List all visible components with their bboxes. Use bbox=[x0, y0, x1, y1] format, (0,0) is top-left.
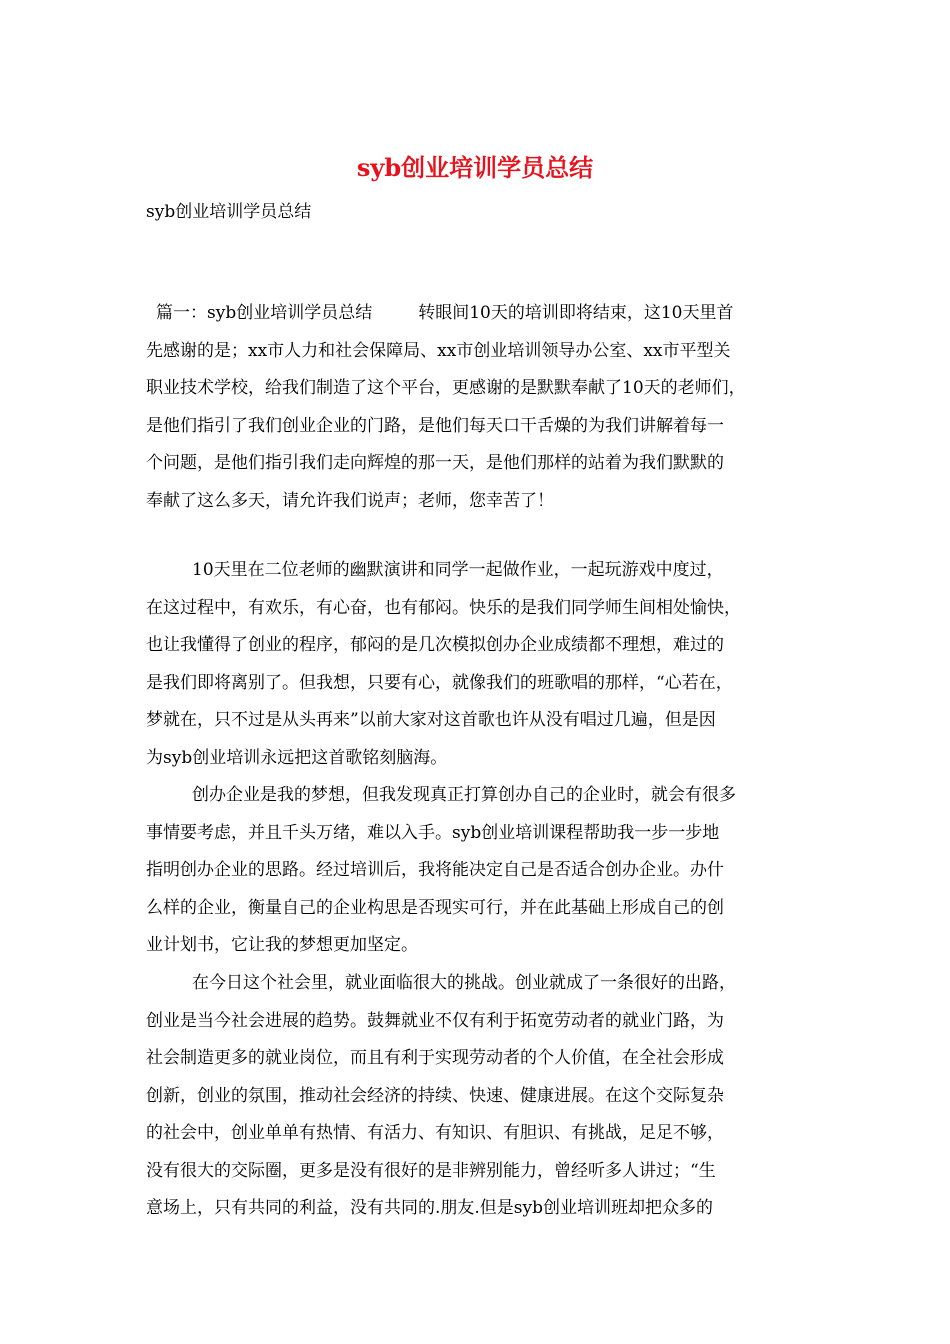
paragraph-line: 指明创办企业的思路。经过培训后，我将能决定自己是否适合创办企业。办什 bbox=[146, 860, 724, 880]
section-heading: 篇一：syb创业培训学员总结 bbox=[156, 303, 373, 323]
paragraph-line: 也让我懂得了创业的程序，郁闷的是几次模拟创办企业成绩都不理想，难过的 bbox=[146, 635, 724, 655]
paragraph-2 bbox=[146, 552, 814, 777]
paragraph-line: 在这过程中，有欢乐，有心奋，也有郁闷。快乐的是我们同学师生间相处愉快， bbox=[146, 597, 741, 618]
paragraph-line bbox=[146, 295, 814, 333]
paragraph-line: 业计划书，它让我的梦想更加坚定。 bbox=[146, 935, 418, 955]
paragraph-line: 没有很大的交际圈，更多是没有很好的是非辨别能力，曾经听多人讲过；“生 bbox=[146, 1160, 716, 1181]
paragraph-line: 是我们即将离别了。但我想，只要有心，就像我们的班歌唱的那样，“心若在， bbox=[146, 672, 733, 693]
paragraph-line: 事情要考虑，并且千头万绪，难以入手。syb创业培训课程帮助我一步一步地 bbox=[146, 822, 720, 843]
paragraph-4 bbox=[146, 965, 814, 1228]
paragraph-line: 的社会中，创业单单有热情、有活力、有知识、有胆识、有挑战，足足不够， bbox=[146, 1123, 724, 1143]
paragraph-line: 为syb创业培训永远把这首歌铭刻脑海。 bbox=[146, 747, 448, 768]
paragraph-line: 创办企业是我的梦想，但我发现真正打算创办自己的企业时，就会有很多 bbox=[192, 785, 736, 805]
paragraph-line: 奉献了这么多天，请允许我们说声；老师，您幸苦了！ bbox=[146, 490, 554, 511]
paragraph-text: 转眼间10天的培训即将结束，这10天里首 bbox=[418, 303, 734, 323]
paragraph-line: 么样的企业，衡量自己的企业构思是否现实可行，并在此基础上形成自己的创 bbox=[146, 897, 724, 918]
paragraph-line: 职业技术学校，给我们制造了这个平台，更感谢的是默默奉献了10天的老师们， bbox=[146, 378, 746, 398]
paragraph-line: 社会制造更多的就业岗位，而且有利于实现劳动者的个人价值，在全社会形成 bbox=[146, 1048, 724, 1068]
document-subtitle: syb创业培训学员总结 bbox=[146, 202, 312, 222]
paragraph-line: 梦就在，只不过是从头再来”以前大家对这首歌也许从没有唱过几遍，但是因 bbox=[146, 710, 716, 730]
paragraph-line: 创业是当今社会进展的趋势。鼓舞就业不仅有利于拓宽劳动者的就业门路，为 bbox=[146, 1010, 724, 1031]
paragraph-line: 创新，创业的氛围，推动社会经济的持续、快速、健康进展。在这个交际复杂 bbox=[146, 1085, 724, 1106]
paragraph-line: 个问题，是他们指引我们走向辉煌的那一天，是他们那样的站着为我们默默的 bbox=[146, 453, 724, 473]
paragraph-3 bbox=[146, 777, 814, 965]
paragraph-1 bbox=[146, 295, 814, 558]
paragraph-line: 意场上，只有共同的利益，没有共同的.朋友.但是syb创业培训班却把众多的 bbox=[146, 1198, 714, 1218]
document-title: syb创业培训学员总结 bbox=[356, 153, 594, 182]
paragraph-line: 是他们指引了我们创业企业的门路，是他们每天口干舌燥的为我们讲解着每一 bbox=[146, 415, 724, 436]
paragraph-line: 在今日这个社会里，就业面临很大的挑战。创业就成了一条很好的出路， bbox=[192, 973, 736, 993]
paragraph-line: 10天里在二位老师的幽默演讲和同学一起做作业，一起玩游戏中度过， bbox=[192, 560, 724, 580]
paragraph-line: 先感谢的是；xx市人力和社会保障局、xx市创业培训领导办公室、xx市平型关 bbox=[146, 340, 731, 361]
